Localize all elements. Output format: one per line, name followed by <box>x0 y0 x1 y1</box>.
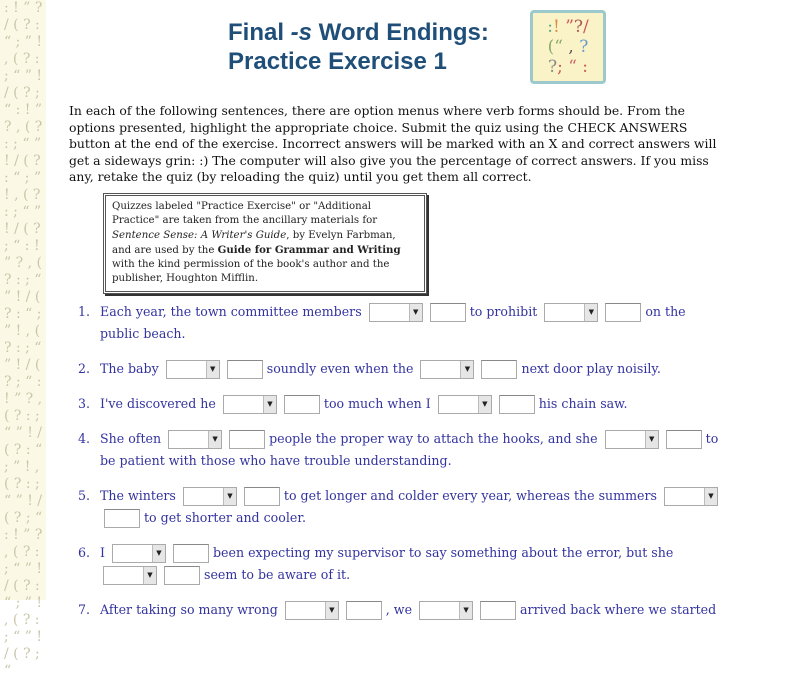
question-text: I've discovered he <box>100 396 216 411</box>
question-item <box>78 542 728 586</box>
verb-option-select[interactable] <box>183 487 237 506</box>
question-number: 5. <box>78 488 91 503</box>
dropdown-arrow-icon: ▼ <box>460 361 473 378</box>
question-text: The winters <box>100 488 176 503</box>
title-subtitle: Practice Exercise 1 <box>228 48 447 75</box>
question-list <box>78 301 728 634</box>
question-number: 1. <box>78 304 91 319</box>
verb-option-select[interactable] <box>223 395 277 414</box>
answer-feedback-box <box>430 303 466 322</box>
notice-text: Quizzes labeled "Practice Exercise" or "Additional Practice" are taken from the ancillary materials for <box>112 201 378 227</box>
answer-feedback-box <box>480 601 516 620</box>
question-text: The baby <box>100 361 159 376</box>
question-text: on the public beach. <box>100 304 686 341</box>
dropdown-arrow-icon: ▼ <box>478 396 491 413</box>
question-item <box>78 301 728 345</box>
question-text: to get longer and colder every year, whereas the summers <box>283 488 657 503</box>
question-item <box>78 428 728 472</box>
title-text: Final <box>228 19 291 46</box>
title-text: Word Endings: <box>312 19 489 46</box>
question-text: people the proper way to attach the hooks, and she <box>269 431 598 446</box>
answer-feedback-box <box>244 487 280 506</box>
answer-feedback-box <box>499 395 535 414</box>
question-item <box>78 393 728 415</box>
question-item <box>78 358 728 380</box>
answer-feedback-box <box>346 601 382 620</box>
verb-option-select[interactable] <box>103 566 157 585</box>
attribution-notice <box>103 193 427 294</box>
dropdown-arrow-icon: ▼ <box>704 488 717 505</box>
dropdown-arrow-icon: ▼ <box>459 602 472 619</box>
question-text: his chain saw. <box>538 396 628 411</box>
answer-feedback-box <box>481 360 517 379</box>
answer-feedback-box <box>666 430 702 449</box>
verb-option-select[interactable] <box>285 601 339 620</box>
dropdown-arrow-icon: ▼ <box>206 361 219 378</box>
verb-option-select[interactable] <box>420 360 474 379</box>
question-item <box>78 485 728 529</box>
question-number: 7. <box>78 602 91 617</box>
answer-feedback-box <box>227 360 263 379</box>
verb-option-select[interactable] <box>544 303 598 322</box>
question-text: next door play noisily. <box>521 361 661 376</box>
answer-feedback-box <box>173 544 209 563</box>
dropdown-arrow-icon: ▼ <box>409 304 422 321</box>
verb-option-select[interactable] <box>112 544 166 563</box>
punctuation-logo-image: :! ”?/ (“ , ? ?; “ : <box>530 10 606 84</box>
question-text: too much when I <box>323 396 431 411</box>
answer-feedback-box <box>229 430 265 449</box>
notice-text: , by Evelyn Farbman, and are used by the <box>112 229 396 256</box>
guide-name: Guide for Grammar and Writing <box>217 243 401 256</box>
dropdown-arrow-icon: ▼ <box>152 545 165 562</box>
dropdown-arrow-icon: ▼ <box>584 304 597 321</box>
answer-feedback-box <box>164 566 200 585</box>
answer-feedback-box <box>605 303 641 322</box>
book-title: Sentence Sense: A Writer's Guide <box>112 229 287 241</box>
question-number: 2. <box>78 361 91 376</box>
question-text: to prohibit <box>469 304 538 319</box>
verb-option-select[interactable] <box>166 360 220 379</box>
dropdown-arrow-icon: ▼ <box>263 396 276 413</box>
verb-option-select[interactable] <box>664 487 718 506</box>
notice-text: with the kind permission of the book's author and the publisher, Houghton Mifflin. <box>112 259 390 285</box>
verb-option-select[interactable] <box>168 430 222 449</box>
answer-feedback-box <box>104 509 140 528</box>
dropdown-arrow-icon: ▼ <box>223 488 236 505</box>
question-text: seem to be aware of it. <box>204 567 351 582</box>
dropdown-arrow-icon: ▼ <box>143 567 156 584</box>
instructions-paragraph: In each of the following sentences, there are option menus where verb forms should be. From the options presented, highlight the appropriate choice. Submit the quiz using the CHECK ANSWERS button at the end of the exercise. Incorrect answers will be marked with an X and correct answers will get a sideways grin: :) The computer will also give you the percentage of correct answers. If you miss any, retake the quiz (by reloading the quiz) until you get them all correct. <box>69 103 717 184</box>
question-text: She often <box>100 431 162 446</box>
verb-option-select[interactable] <box>369 303 423 322</box>
dropdown-arrow-icon: ▼ <box>208 431 221 448</box>
decorative-punctuation-border: : ! ” ? / ( ? : “ ; ” ! , ( ? : ; “ ” ! / ( ? ; “ : ! ” ? , ( ? : ; “ ” ! / ( ? : “ ; ” ! , ( ? : ; “ ” ! / ( ? ; “ : ! ” ? , ( ? : ; “ ” ! / ( ? : “ ; ” ! , ( ? : ; “ ” ! / ( ? ; “ : ! ” ? , ( ? : ; “ ” ! / ( ? : “ ; ” ! , ( ? : ; “ ” ! / ( ? ; “ : ! ” ? , ( ? : ; “ ” ! / ( ? : “ ; ” ! , ( ? : ; “ ” ! / ( ? ; “ <box>0 0 46 600</box>
question-text: I <box>100 545 105 560</box>
question-text: , we <box>385 602 413 617</box>
question-text: to get shorter and cooler. <box>144 510 306 525</box>
page-title <box>228 18 489 76</box>
verb-option-select[interactable] <box>419 601 473 620</box>
question-text: Each year, the town committee members <box>100 304 362 319</box>
question-text: soundly even when the <box>266 361 414 376</box>
verb-option-select[interactable] <box>605 430 659 449</box>
question-text: After taking so many wrong <box>100 602 278 617</box>
title-suffix: -s <box>290 19 313 46</box>
question-text: to be patient with those who have trouble understanding. <box>100 431 719 468</box>
question-number: 4. <box>78 431 91 446</box>
question-number: 3. <box>78 396 91 411</box>
question-number: 6. <box>78 545 91 560</box>
verb-option-select[interactable] <box>438 395 492 414</box>
question-text: been expecting my supervisor to say something about the error, but she <box>213 545 674 560</box>
dropdown-arrow-icon: ▼ <box>645 431 658 448</box>
question-text: arrived back where we started <box>520 602 717 617</box>
dropdown-arrow-icon: ▼ <box>325 602 338 619</box>
answer-feedback-box <box>284 395 320 414</box>
question-item <box>78 599 728 621</box>
